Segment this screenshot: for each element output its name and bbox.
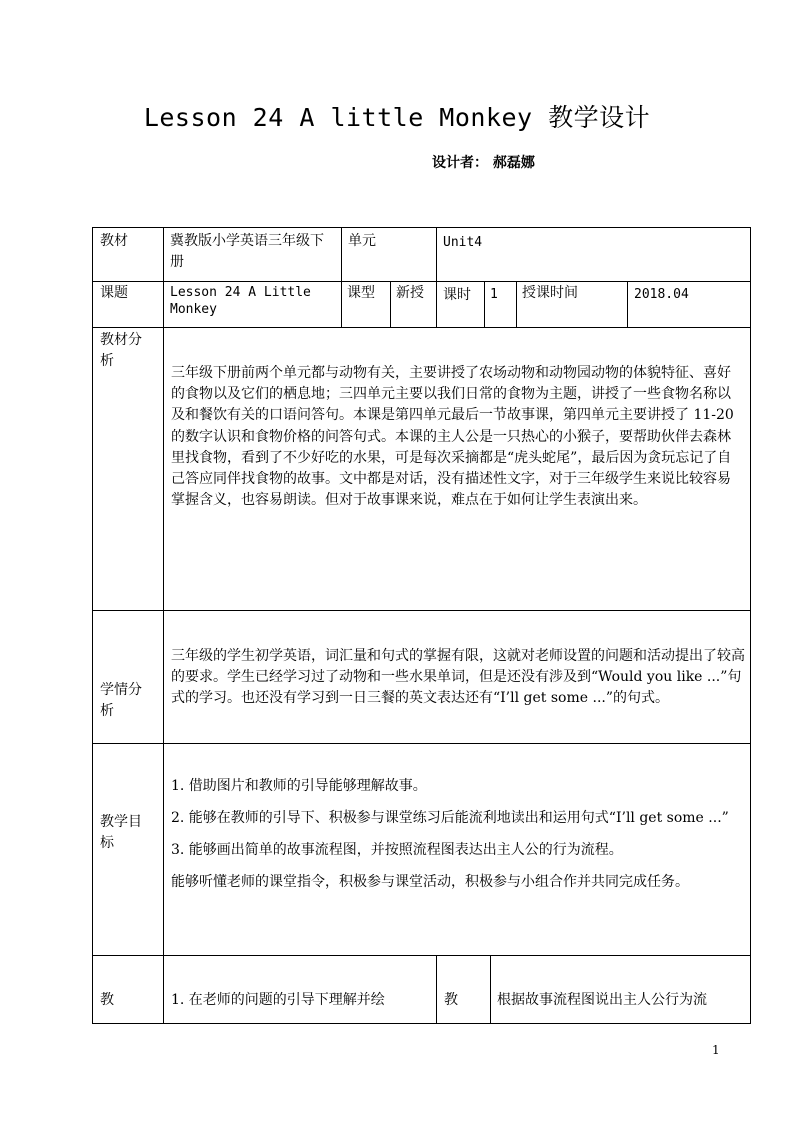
goal-item: 3. 能够画出简单的故事流程图，并按照流程图表达出主人公的行为流程。 xyxy=(171,842,623,858)
goal-item: 2. 能够在教师的引导下、积极参与课堂练习后能流利地读出和运用句式“I’ll get some ...” xyxy=(171,810,729,826)
lesson-type-value: 新授 xyxy=(396,285,424,301)
label-teaching-goals: 教学目标 xyxy=(100,814,142,851)
teaching-difficulty-text: 根据故事流程图说出主人公行为流 xyxy=(497,992,707,1008)
label-lesson-type: 课型 xyxy=(347,285,375,301)
textbook-value: 冀教版小学英语三年级下册 xyxy=(170,233,324,270)
label-teaching-2: 教 xyxy=(444,992,458,1008)
class-time-value: 2018.04 xyxy=(634,287,689,302)
label-learner-analysis: 学情分析 xyxy=(100,682,142,719)
page-number: 1 xyxy=(712,1043,720,1057)
unit-value: Unit4 xyxy=(443,235,483,250)
learner-analysis-text: 三年级的学生初学英语，词汇量和句式的掌握有限，这就对老师设置的问题和活动提出了较高的要求。学生已经学习过了动物和一些水果单词，但是还没有涉及到“Would you like ...”句式的学习。也还没有学习到一日三餐的英文表达还有“I’ll get some ...”的句式。 xyxy=(171,648,745,707)
teaching-goals-list xyxy=(171,776,743,893)
label-class-time: 授课时间 xyxy=(522,285,578,301)
lesson-value: Lesson 24 A Little Monkey xyxy=(170,285,311,317)
label-lesson: 课题 xyxy=(100,285,128,301)
label-unit: 单元 xyxy=(348,233,376,249)
page-title: Lesson 24 A little Monkey 教学设计 xyxy=(143,103,651,132)
label-textbook-analysis: 教材分析 xyxy=(100,332,142,369)
designer-line: 设计者： 郝磊娜 xyxy=(432,155,535,171)
textbook-analysis-text: 三年级下册前两个单元都与动物有关，主要讲授了农场动物和动物园动物的体貌特征、喜好的食物以及它们的栖息地；三四单元主要以我们日常的食物为主题，讲授了一些食物名称以及和餐饮有关的口语问答句。本课是第四单元最后一节故事课，第四单元主要讲授了 11-20 的数字认识和食物价格的问答句式。本课的主人公是一只热心的小猴子，要帮助伙伴去森林里找食物，看到了不少好吃的水果，可是每次采摘都是“虎头蛇尾”，最后因为贪玩忘记了自己答应同伴找食物的故事。文中都是对话，没有描述性文字，对于三年级学生来说比较容易掌握含义，也容易朗读。但对于故事课来说，难点在于如何让学生表演出来。 xyxy=(171,365,734,509)
goal-item: 能够听懂老师的课堂指令，积极参与课堂活动，积极参与小组合作并共同完成任务。 xyxy=(171,874,689,890)
label-hours: 课时 xyxy=(443,287,471,303)
goal-item: 1. 借助图片和教师的引导能够理解故事。 xyxy=(171,778,427,794)
teaching-key-text: 1. 在老师的问题的引导下理解并绘 xyxy=(171,992,385,1008)
label-teaching: 教 xyxy=(100,992,114,1008)
hours-value: 1 xyxy=(490,287,498,302)
label-textbook: 教材 xyxy=(100,233,128,249)
